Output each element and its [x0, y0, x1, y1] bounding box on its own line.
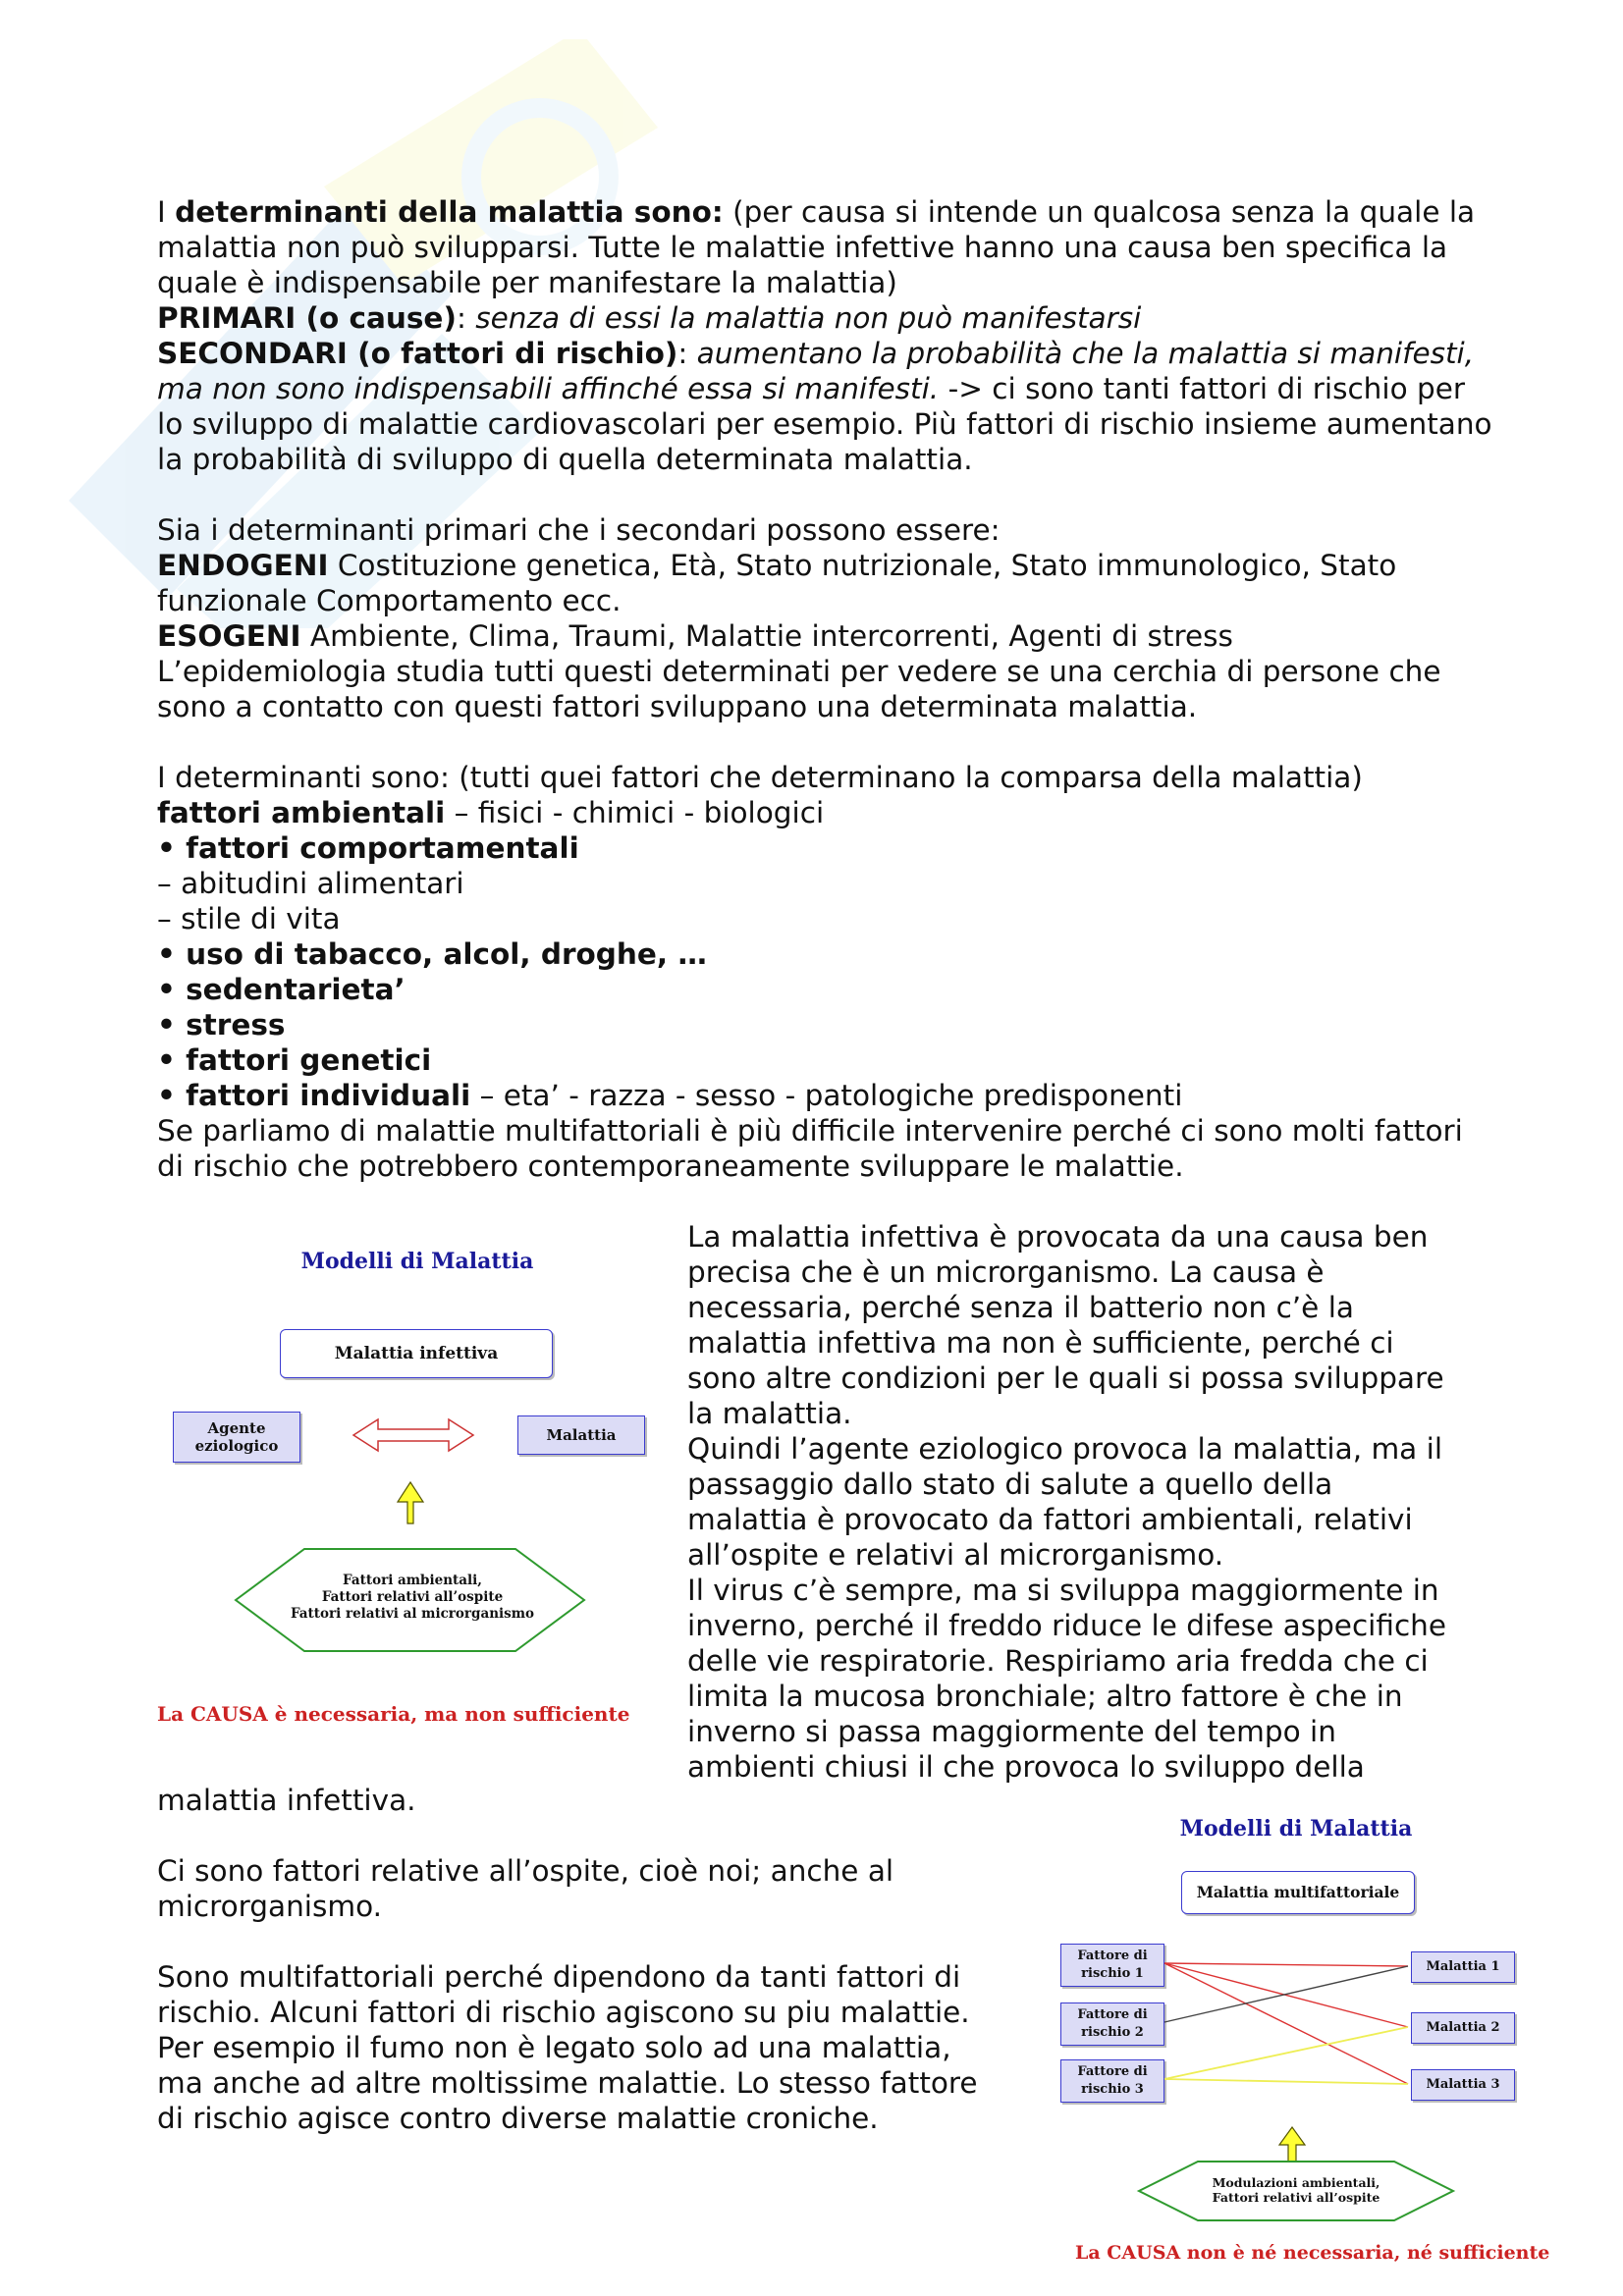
spacer	[157, 1818, 1041, 1853]
ambientali-text: – fisici - chimici - biologici	[445, 796, 825, 829]
comportamentali-label: • fattori comportamentali	[157, 831, 579, 865]
secondari-rest: -> ci sono tanti fattori di rischio per lo sviluppo di malattie cardiovascolari per esempio. Più fattori di rischio insieme aumentano la probabilità di sviluppo di quella determinata malattia.	[157, 372, 1492, 476]
multifactorial-paragraph: Se parliamo di malattie multifattoriali è più difficile intervenire perché ci sono molti fattori di rischio che potrebbero contemporaneamente sviluppare le malattie.	[157, 1114, 1463, 1183]
esogeni-line	[157, 618, 1492, 654]
disease-box: Malattia 1	[1411, 1951, 1515, 1983]
up-arrow-icon	[398, 1482, 423, 1523]
diagram1-disease-box: Malattia	[517, 1415, 645, 1455]
diagram2-arrows	[1041, 1806, 1551, 2277]
text-line: all’ospite e relativi al microrganismo.	[687, 1538, 1224, 1572]
text-line: La malattia infettiva è provocata da una causa ben	[687, 1220, 1429, 1254]
endogeni-line	[157, 548, 1492, 618]
continuation-text	[157, 1783, 1041, 2136]
list-subitem: – abitudini alimentari	[157, 867, 464, 900]
diagram1-caption: La CAUSA è necessaria, ma non sufficiente	[157, 1702, 630, 1726]
list-subitem: – stile di vita	[157, 902, 341, 935]
genetici-label: • fattori genetici	[157, 1043, 432, 1077]
diagram1-top-box: Malattia infettiva	[280, 1329, 553, 1378]
text-line: Ci sono fattori relative all’ospite, cioè noi; anche al	[157, 1854, 894, 1888]
disease-box: Malattia 3	[1411, 2069, 1515, 2101]
text-line: ma anche ad altre moltissime malattie. Lo stesso fattore	[157, 2066, 978, 2100]
diagram1-arrows	[157, 1217, 668, 1747]
primari-sep: :	[456, 301, 476, 335]
text-line: delle vie respiratorie. Respiriamo aria fredda che ci	[687, 1644, 1429, 1678]
list-item	[157, 830, 1492, 866]
secondari-line	[157, 336, 1492, 477]
primari-text: senza di essi la malattia non può manifestarsi	[475, 301, 1142, 335]
list-item	[157, 795, 1492, 830]
double-arrow-icon	[353, 1419, 473, 1451]
primari-line	[157, 300, 1492, 336]
list-lead: I determinanti sono: (tutti quei fattori che determinano la comparsa della malattia)	[157, 761, 1363, 794]
diagram1-agent-box: Agente eziologico	[173, 1412, 300, 1463]
up-arrow-icon	[1279, 2127, 1305, 2165]
infective-end-line: malattia infettiva.	[157, 1784, 416, 1817]
text-line: microrganismo.	[157, 1890, 382, 1923]
risk-arrow	[1164, 2079, 1408, 2084]
diagram1-hex-text	[265, 1573, 560, 1623]
disease-box: Malattia 2	[1411, 2012, 1515, 2044]
risk-factor-box: Fattore di rischio 3	[1060, 2059, 1164, 2103]
determinants-list	[157, 760, 1492, 1184]
text-line: Quindi l’agente eziologico provoca la malattia, ma il	[687, 1432, 1443, 1466]
individuali-text: – eta’ - razza - sesso - patologiche predisponenti	[470, 1079, 1183, 1112]
ambientali-label: fattori ambientali	[157, 796, 446, 829]
diagram2-hex-text	[1178, 2175, 1414, 2205]
endogeni-label: ENDOGENI	[157, 549, 329, 582]
hex-line: Modulazioni ambientali,	[1212, 2175, 1380, 2190]
intro-paragraph	[157, 194, 1492, 300]
text-line: sono altre condizioni per le quali si possa sviluppare	[687, 1362, 1444, 1395]
hex-line: Fattori relativi all’ospite	[321, 1589, 504, 1605]
text-line: passaggio dallo stato di salute a quello della	[687, 1468, 1333, 1501]
risk-factor-box: Fattore di rischio 1	[1060, 1944, 1164, 1987]
endogeni-text: Costituzione genetica, Età, Stato nutrizionale, Stato immunologico, Stato funzionale Comportamento ecc.	[157, 549, 1397, 617]
esogeni-label: ESOGENI	[157, 619, 301, 653]
hex-line: Fattori relativi al microrganismo	[290, 1606, 535, 1622]
esogeni-text: Ambiente, Clima, Traumi, Malattie intercorrenti, Agenti di stress	[300, 619, 1233, 653]
text-line: Sono multifattoriali perché dipendono da tanti fattori di	[157, 1960, 961, 1994]
risk-arrow	[1164, 1966, 1408, 2022]
secondari-label: SECONDARI (o fattori di rischio)	[157, 337, 678, 370]
intro-lead: I	[157, 195, 176, 229]
hex-line: Fattori ambientali,	[343, 1573, 482, 1588]
primari-label: PRIMARI (o cause)	[157, 301, 457, 335]
diagram-multifactorial	[1041, 1806, 1551, 2277]
risk-arrow	[1164, 1963, 1408, 1966]
list-item	[157, 936, 1492, 972]
text-line: necessaria, perché senza il batterio non c’è la	[687, 1291, 1354, 1324]
intro-section	[157, 194, 1492, 477]
list-item	[157, 1007, 1492, 1042]
diagram2-title: Modelli di Malattia	[1179, 1816, 1413, 1842]
diagram2-top-box: Malattia multifattoriale	[1181, 1871, 1415, 1914]
individuali-label: • fattori individuali	[157, 1079, 471, 1112]
uso-label: • uso di tabacco, alcol, droghe, …	[157, 937, 707, 971]
text-line: malattia infettiva ma non è sufficiente, perché ci	[687, 1326, 1394, 1360]
intro-lead-rest: (per causa si intende un qualcosa senza la quale la malattia non può svilupparsi. Tutte le malattie infettive hanno una causa ben specifica la quale è indispensabile per manifestare la malattia)	[157, 195, 1476, 299]
list-item	[157, 1042, 1492, 1078]
secondari-text: aumentano la probabilità che la malattia si manifesti, ma non sono indispensabili affinché essa si manifesti.	[157, 337, 1475, 405]
text-line: rischio. Alcuni fattori di rischio agiscono su piu malattie.	[157, 1996, 970, 2029]
text-line: la malattia.	[687, 1397, 852, 1430]
text-line: limita la mucosa bronchiale; altro fattore è che in	[687, 1680, 1403, 1713]
risk-arrow	[1164, 2027, 1408, 2079]
text-line: di rischio agisce contro diverse malattie croniche.	[157, 2102, 879, 2135]
types-lead: Sia i determinanti primari che i secondari possono essere:	[157, 513, 1001, 547]
text-line: inverno, perché il freddo riduce le difese aspecifiche	[687, 1609, 1447, 1642]
sedentarieta-label: • sedentarieta’	[157, 973, 406, 1006]
infective-text	[687, 1219, 1502, 1785]
text-line: Il virus c’è sempre, ma si sviluppa maggiormente in	[687, 1574, 1439, 1607]
text-line: malattia è provocato da fattori ambientali, relativi	[687, 1503, 1413, 1536]
risk-factor-box: Fattore di rischio 2	[1060, 2002, 1164, 2046]
intro-lead-bold: determinanti della malattia sono:	[175, 195, 724, 229]
diagram-infective	[157, 1217, 658, 1747]
text-line: Per esempio il fumo non è legato solo ad una malattia,	[157, 2031, 951, 2064]
diagram1-title: Modelli di Malattia	[300, 1249, 534, 1274]
text-line: ambienti chiusi il che provoca lo sviluppo della	[687, 1750, 1365, 1784]
text-line: inverno si passa maggiormente del tempo in	[687, 1715, 1336, 1748]
types-section	[157, 512, 1492, 724]
list-item	[157, 1078, 1492, 1113]
text-line: precisa che è un microrganismo. La causa è	[687, 1255, 1325, 1289]
list-item	[157, 972, 1492, 1007]
risk-arrow	[1164, 1963, 1408, 2084]
epidemiology-text: L’epidemiologia studia tutti questi determinati per vedere se una cerchia di persone che sono a contatto con questi fattori sviluppano una determinata malattia.	[157, 655, 1441, 723]
hex-line: Fattori relativi all’ospite	[1212, 2190, 1380, 2205]
risk-arrow	[1164, 1963, 1408, 2027]
diagram2-caption: La CAUSA non è né necessaria, né sufficiente	[1075, 2242, 1550, 2264]
secondari-sep: :	[677, 337, 697, 370]
stress-label: • stress	[157, 1008, 286, 1041]
spacer	[157, 1924, 1041, 1959]
